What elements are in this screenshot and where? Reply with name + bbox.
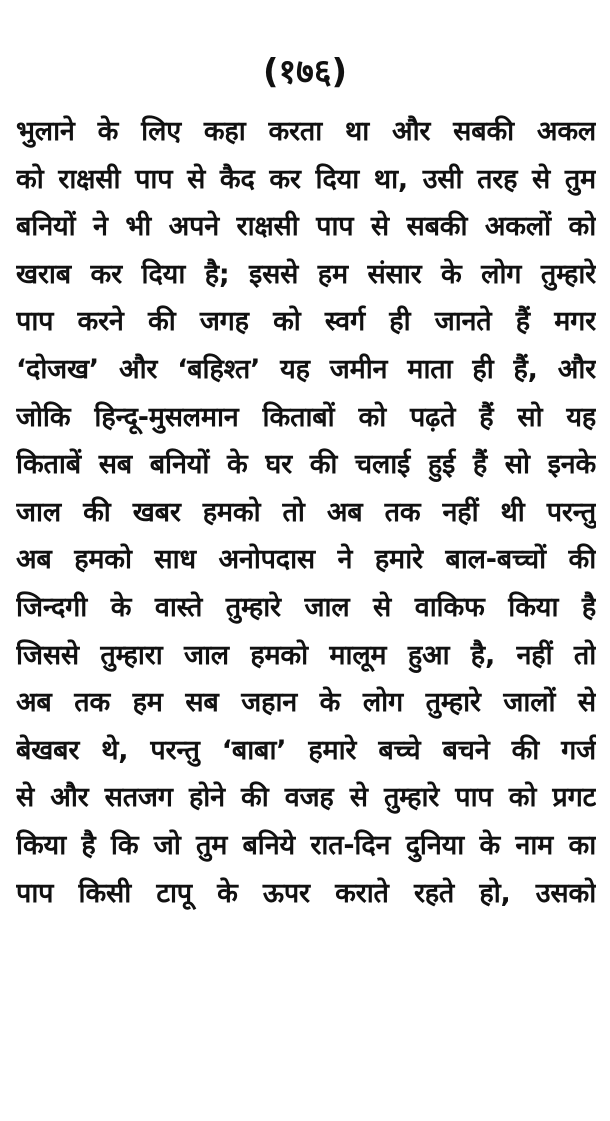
text-line: को राक्षसी पाप से कैद कर दिया था, उसी तरह से तुम xyxy=(16,163,596,195)
text-line: खराब कर दिया है; इससे हम संसार के लोग तुम्हारे xyxy=(16,258,596,290)
text-line: अब हमको साध अनोपदास ने हमारे बाल-बच्चों की xyxy=(16,544,596,576)
text-line: जाल की खबर हमको तो अब तक नहीं थी परन्तु xyxy=(16,496,596,528)
text-line: किया है कि जो तुम बनिये रात-दिन दुनिया के नाम का xyxy=(16,829,596,861)
text-line: पाप किसी टापू के ऊपर कराते रहते हो, उसको xyxy=(16,877,596,909)
page-number: (१७६) xyxy=(262,52,348,92)
text-line: जोकि हिन्दू-मुसलमान किताबों को पढ़ते हैं सो यह xyxy=(16,401,596,433)
text-line: जिससे तुम्हारा जाल हमको मालूम हुआ है, नहीं तो xyxy=(16,639,596,671)
text-line: जिन्दगी के वास्ते तुम्हारे जाल से वाकिफ किया है xyxy=(16,591,596,623)
text-line: से और सतजग होने की वजह से तुम्हारे पाप को प्रगट xyxy=(16,782,596,814)
text-line: भुलाने के लिए कहा करता था और सबकी अकल xyxy=(16,116,596,147)
text-line: बनियों ने भी अपने राक्षसी पाप से सबकी अकलों को xyxy=(16,211,596,243)
body-text xyxy=(16,108,596,917)
text-line: ‘दोजख’ और ‘बहिश्त’ यह जमीन माता ही हैं, और xyxy=(16,353,596,385)
text-line: बेखबर थे, परन्तु ‘बाबा’ हमारे बच्चे बचने की गर्ज xyxy=(16,734,596,766)
text-line: पाप करने की जगह को स्वर्ग ही जानते हैं मगर xyxy=(16,306,596,338)
text-line: अब तक हम सब जहान के लोग तुम्हारे जालों से xyxy=(16,687,596,719)
text-line: किताबें सब बनियों के घर की चलाई हुई हैं सो इनके xyxy=(16,449,596,481)
